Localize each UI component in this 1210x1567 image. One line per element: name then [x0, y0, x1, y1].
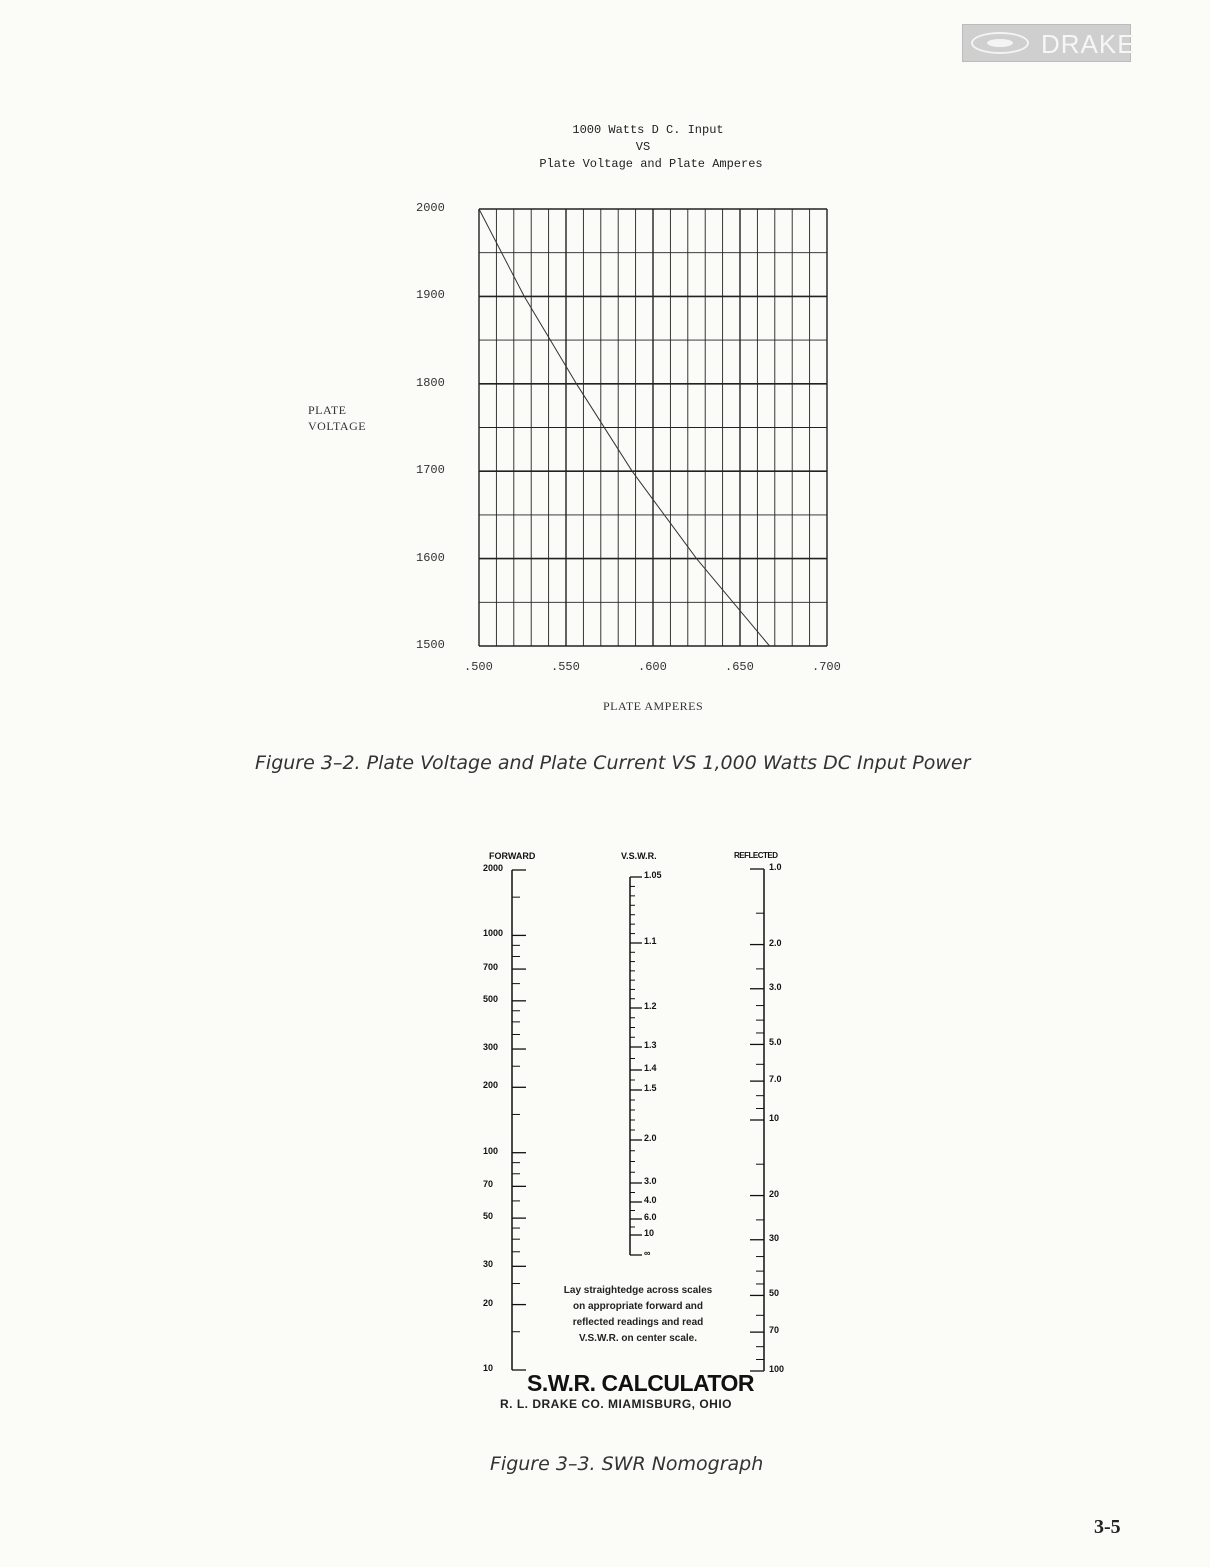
reflected-tick-label: 5.0	[769, 1037, 782, 1048]
drake-oval-emblem-icon	[971, 32, 1029, 54]
forward-tick-label: 700	[483, 962, 499, 973]
vswr-tick-label: 2.0	[644, 1133, 657, 1143]
page-number: 3-5	[1094, 1516, 1121, 1538]
reflected-tick-label: 100	[769, 1364, 785, 1374]
chart-title: 1000 Watts D C. Input	[572, 123, 724, 137]
forward-tick-label: 1000	[483, 928, 504, 939]
y-axis-label-line1: PLATE	[308, 403, 347, 417]
x-axis-label: PLATE AMPERES	[603, 699, 704, 713]
figure-3-2-caption: Figure 3–2. Plate Voltage and Plate Current VS 1,000 Watts DC Input Power	[255, 752, 971, 774]
swr-calculator-title: S.W.R. CALCULATOR	[527, 1370, 755, 1396]
y-tick-label: 1700	[416, 463, 445, 478]
reflected-tick-label: 7.0	[769, 1074, 782, 1085]
y-axis-label-line2: VOLTAGE	[308, 419, 367, 433]
reflected-tick-label: 30	[769, 1232, 780, 1243]
vswr-tick-label: 4.0	[644, 1195, 657, 1205]
forward-tick-label: 30	[483, 1259, 494, 1270]
forward-tick-label: 100	[483, 1145, 499, 1156]
reflected-tick-label: 50	[769, 1288, 780, 1299]
y-tick-label: 1600	[416, 550, 445, 565]
forward-tick-label: 2000	[483, 863, 504, 873]
y-tick-label: 2000	[416, 201, 445, 215]
drake-logo	[962, 24, 1136, 62]
vswr-tick-label: ∞	[644, 1248, 651, 1258]
forward-tick-label: 200	[483, 1080, 499, 1091]
chart-title-vs: VS	[635, 140, 651, 154]
vswr-tick-label: 1.3	[644, 1040, 657, 1050]
logo-text: DRAKE	[1041, 29, 1136, 59]
vswr-tick-label: 6.0	[644, 1212, 657, 1222]
reflected-tick-label: 70	[769, 1325, 780, 1336]
instruction-line: reflected readings and read	[572, 1317, 704, 1328]
y-tick-label: 1500	[416, 638, 445, 652]
vswr-tick-label: 1.5	[644, 1083, 657, 1093]
vswr-tick-label: 1.05	[644, 870, 662, 880]
x-tick-label: .500	[464, 660, 493, 674]
vswr-tick-label: 1.4	[644, 1063, 657, 1073]
figure-3-3-caption: Figure 3–3. SWR Nomograph	[490, 1453, 764, 1475]
forward-tick-label: 10	[483, 1363, 494, 1373]
vswr-tick-label: 1.2	[644, 1001, 657, 1011]
plate-voltage-chart	[470, 200, 840, 660]
swr-calculator-company: R. L. DRAKE CO. MIAMISBURG, OHIO	[500, 1397, 732, 1411]
vswr-scale-label: V.S.W.R.	[621, 851, 657, 861]
x-tick-label: .550	[551, 660, 580, 674]
reflected-tick-label: 20	[769, 1188, 780, 1199]
instruction-line: Lay straightedge across scales	[563, 1285, 713, 1296]
reflected-scale-label: REFLECTED	[734, 851, 778, 860]
x-tick-label: .600	[638, 660, 667, 674]
reflected-tick-label: 1.0	[769, 862, 782, 872]
vswr-tick-label: 10	[644, 1228, 655, 1238]
forward-tick-label: 500	[483, 993, 499, 1004]
x-tick-label: .650	[725, 660, 754, 674]
forward-tick-label: 70	[483, 1179, 494, 1190]
instruction-line: V.S.W.R. on center scale.	[578, 1333, 697, 1344]
forward-tick-label: 300	[483, 1042, 499, 1053]
y-tick-label: 1900	[416, 288, 445, 303]
reflected-tick-label: 10	[769, 1113, 780, 1123]
chart-subtitle: Plate Voltage and Plate Amperes	[539, 157, 763, 171]
vswr-tick-label: 1.1	[644, 936, 657, 946]
nomograph-instructions	[538, 1283, 738, 1347]
forward-tick-label: 50	[483, 1211, 494, 1222]
y-tick-label: 1800	[416, 375, 445, 390]
forward-tick-label: 20	[483, 1297, 494, 1308]
reflected-tick-label: 3.0	[769, 981, 782, 992]
instruction-line: on appropriate forward and	[572, 1301, 703, 1312]
vswr-tick-label: 3.0	[644, 1176, 657, 1186]
x-tick-label: .700	[812, 660, 841, 674]
reflected-tick-label: 2.0	[769, 937, 782, 948]
forward-scale-label: FORWARD	[489, 851, 536, 861]
